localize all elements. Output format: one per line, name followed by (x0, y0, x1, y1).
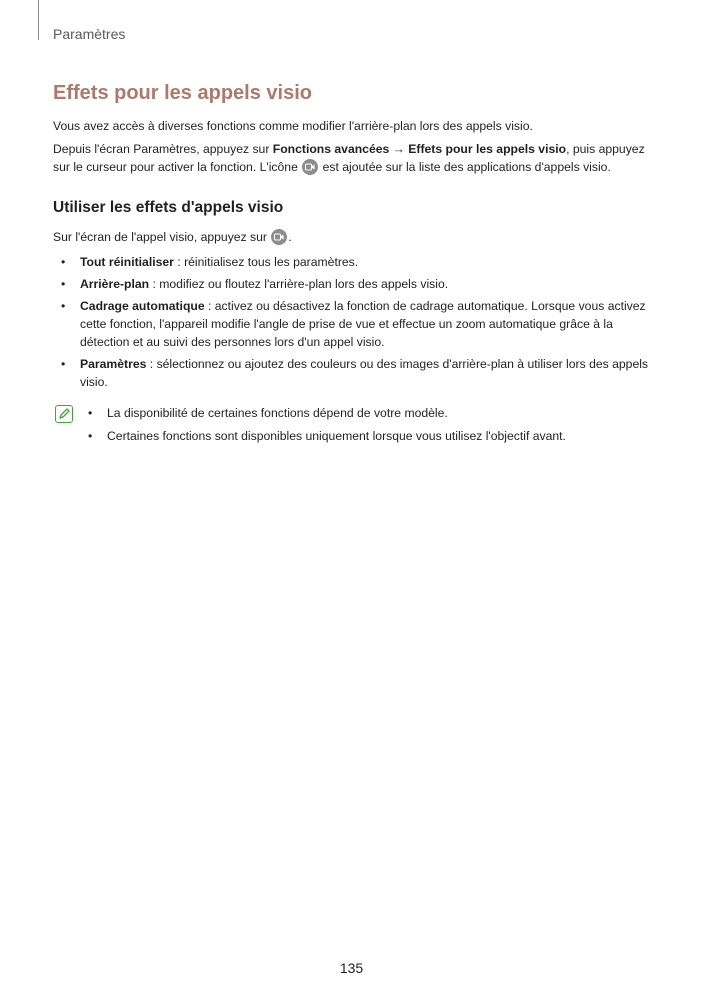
bullet: • (88, 406, 93, 420)
activation-paragraph (53, 140, 653, 176)
intro-paragraph: Vous avez accès à diverses fonctions comme modifier l'arrière-plan lors des appels visio. (53, 119, 533, 133)
option-desc: : activez ou désactivez la fonction de cadrage automatique. Lorsque vous activez cette fonction, l'appareil modifie l'angle de prise de vue et effectue un zoom automatique grâce à la détection et au suivi des personnes lors d'un appel visio. (80, 299, 646, 349)
list-item-tout-reinitialiser (53, 253, 651, 271)
section-label: Paramètres (53, 26, 126, 42)
note-text: Certaines fonctions sont disponibles uniquement lorsque vous utilisez l'objectif avant. (107, 429, 566, 443)
note-item (80, 404, 650, 422)
bullet: • (61, 255, 66, 269)
notes-list (80, 404, 650, 450)
page-title: Effets pour les appels visio (53, 82, 312, 104)
list-item-parametres (53, 355, 651, 391)
usage-text-after: . (288, 230, 292, 244)
video-effects-icon (271, 229, 287, 245)
option-term: Tout réinitialiser (80, 255, 174, 269)
header-rule (38, 0, 39, 40)
note-text: La disponibilité de certaines fonctions dépend de votre modèle. (107, 406, 448, 420)
list-item-arriere-plan (53, 275, 651, 293)
section-subtitle: Utiliser les effets d'appels visio (53, 199, 284, 216)
bullet: • (61, 277, 66, 291)
note-item (80, 427, 650, 445)
menu-effets-appels-visio: Effets pour les appels visio (408, 142, 567, 156)
note-pencil-icon (55, 405, 73, 423)
bullet: • (88, 429, 93, 443)
option-term: Arrière-plan (80, 277, 150, 291)
option-desc: : modifiez ou floutez l'arrière-plan lors des appels visio. (149, 277, 449, 291)
usage-paragraph (53, 228, 653, 246)
video-effects-icon (302, 159, 318, 175)
option-desc: : sélectionnez ou ajoutez des couleurs ou des images d'arrière-plan à utiliser lors des appels visio. (80, 357, 649, 389)
menu-arrow: → (389, 142, 409, 156)
menu-fonctions-avancees: Fonctions avancées (272, 142, 390, 156)
activation-text-before: Depuis l'écran Paramètres, appuyez sur (53, 142, 273, 156)
activation-text-middle: , puis appuyez sur le curseur pour activer la fonction. L'icône (53, 142, 645, 174)
options-list (53, 253, 651, 395)
bullet: • (61, 357, 66, 371)
page-number: 135 (339, 960, 364, 976)
usage-text-before: Sur l'écran de l'appel visio, appuyez sur (53, 230, 271, 244)
option-desc: : réinitialisez tous les paramètres. (173, 255, 359, 269)
list-item-cadrage-automatique (53, 297, 651, 351)
option-term: Paramètres (80, 357, 147, 371)
bullet: • (61, 299, 66, 313)
option-term: Cadrage automatique (80, 299, 205, 313)
activation-text-after: est ajoutée sur la liste des applications d'appels visio. (319, 160, 611, 174)
